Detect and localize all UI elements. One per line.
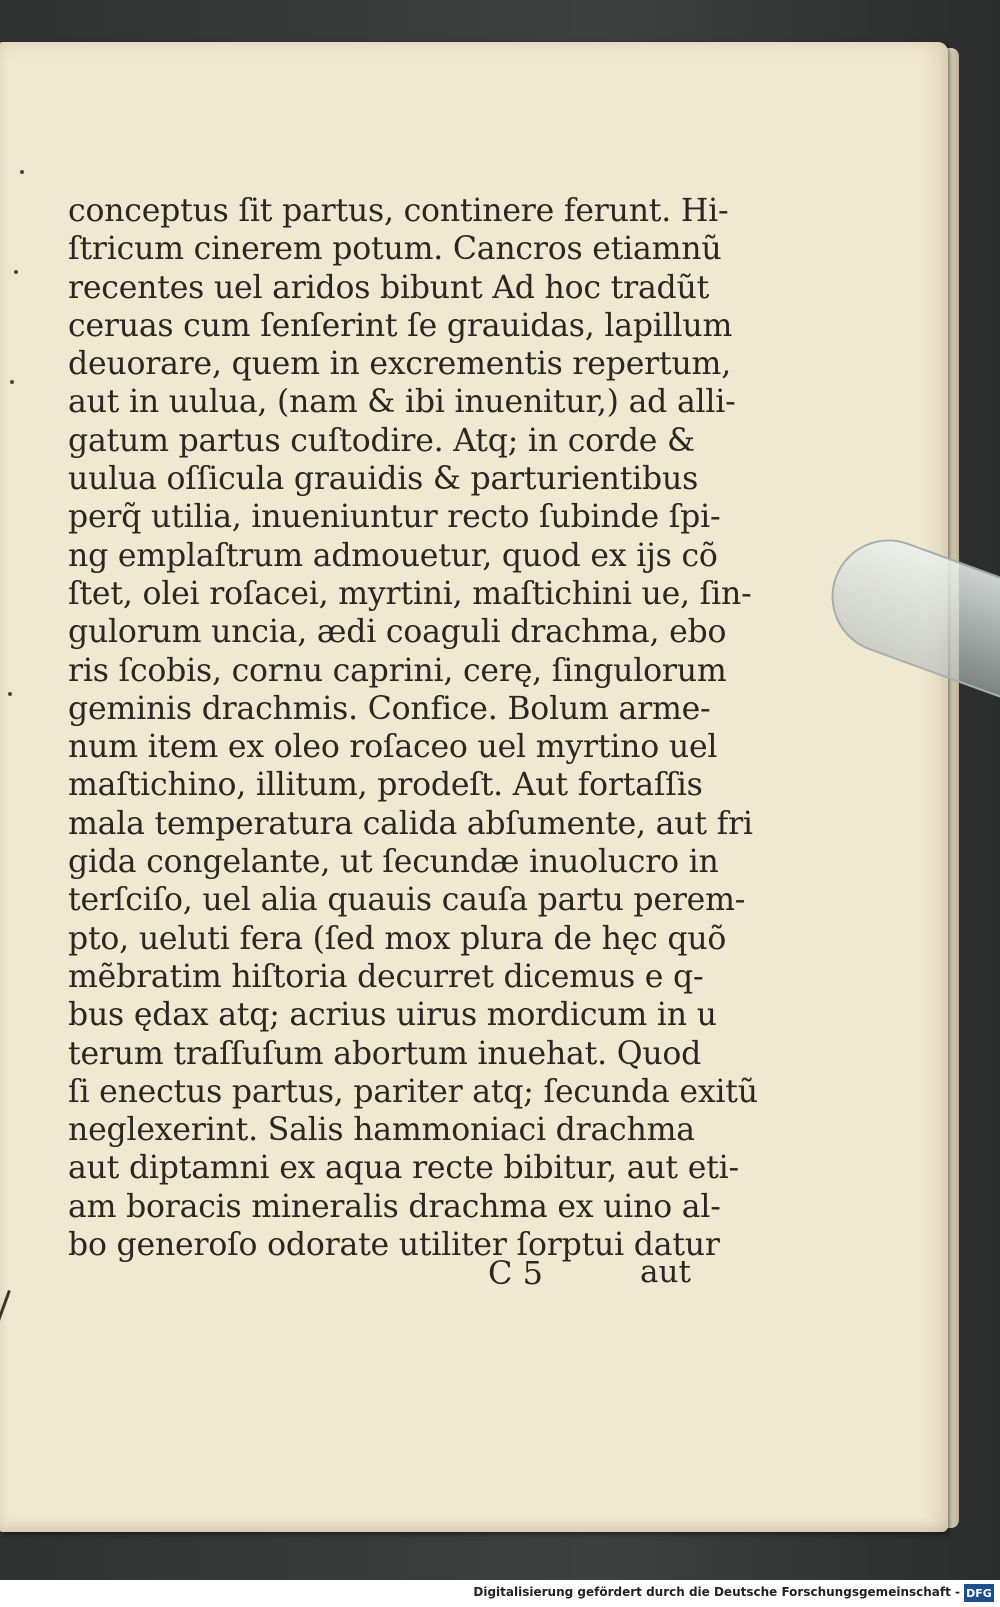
text-line: num item ex oleo roſaceo uel myrtino uel	[68, 729, 718, 766]
text-line: maſtichino, illitum, prodeſt. Aut fortaſſis	[68, 767, 703, 804]
text-line: gida congelante, ut ſecundæ inuolucro in	[68, 844, 719, 881]
margin-dot	[20, 170, 24, 174]
book-page	[0, 42, 948, 1532]
text-line: gulorum uncia, ædi coaguli drachma, ebo	[68, 614, 727, 651]
page-footer	[0, 1254, 700, 1294]
text-line: mala temperatura calida abſumente, aut fri	[68, 805, 753, 842]
catchword: aut	[640, 1254, 691, 1290]
text-line: ris ſcobis, cornu caprini, cerę, ſingulorum	[68, 652, 727, 689]
signature-mark: C 5	[488, 1254, 544, 1292]
text-line: ceruas cum ſenſerint ſe grauidas, lapillum	[68, 307, 733, 344]
text-line: ng emplaſtrum admouetur, quod ex ijs cõ	[68, 537, 718, 574]
text-line: bo generoſo odorate utiliter ſorptui datur	[68, 1227, 720, 1264]
margin-dot	[10, 380, 14, 384]
dfg-logo: DFG	[964, 1584, 994, 1602]
text-line: ſtricum cinerem potum. Cancros etiamnũ	[68, 231, 722, 268]
text-line: geminis drachmis. Confice. Bolum arme-	[68, 690, 711, 727]
text-line: recentes uel aridos bibunt Ad hoc tradũt	[68, 269, 710, 306]
text-line: uulua oſſicula grauidis & parturientibus	[68, 461, 699, 498]
text-line: am boracis mineralis drachma ex uino al-	[68, 1188, 721, 1225]
text-block	[68, 192, 758, 1264]
margin-dot	[14, 270, 18, 274]
text-line: ſi enectus partus, pariter atq; ſecunda exitũ	[68, 1073, 758, 1110]
text-line: gatum partus cuſtodire. Atq; in corde &	[68, 422, 695, 459]
text-line: ſtet, olei roſacei, myrtini, maſtichini ue, ſin-	[68, 575, 752, 612]
margin-dot	[8, 692, 12, 696]
text-line: conceptus ſit partus, continere ferunt. Hi-	[68, 193, 729, 229]
text-line: neglexerint. Salis hammoniaci drachma	[68, 1112, 695, 1149]
text-line: perq̃ utilia, inueniuntur recto ſubinde ſpi-	[68, 499, 721, 536]
text-line: aut in uulua, (nam & ibi inuenitur,) ad alli-	[68, 384, 736, 421]
text-line: terſciſo, uel alia quauis cauſa partu perem-	[68, 882, 746, 919]
text-line: mẽbratim hiſtoria decurret dicemus e q-	[68, 958, 704, 995]
credit-text: Digitalisierung gefördert durch die Deutsche Forschungsgemeinschaft -	[473, 1585, 960, 1599]
text-line: aut diptamni ex aqua recte bibitur, aut eti-	[68, 1150, 739, 1187]
text-line: terum traſſuſum abortum inuehat. Quod	[68, 1035, 702, 1072]
text-line: deuorare, quem in excrementis repertum,	[68, 346, 732, 383]
text-line: bus ędax atq; acrius uirus mordicum in u	[68, 997, 717, 1034]
text-line: pto, ueluti fera (ſed mox plura de hęc quõ	[68, 920, 727, 957]
credit-bar	[0, 1580, 1000, 1607]
